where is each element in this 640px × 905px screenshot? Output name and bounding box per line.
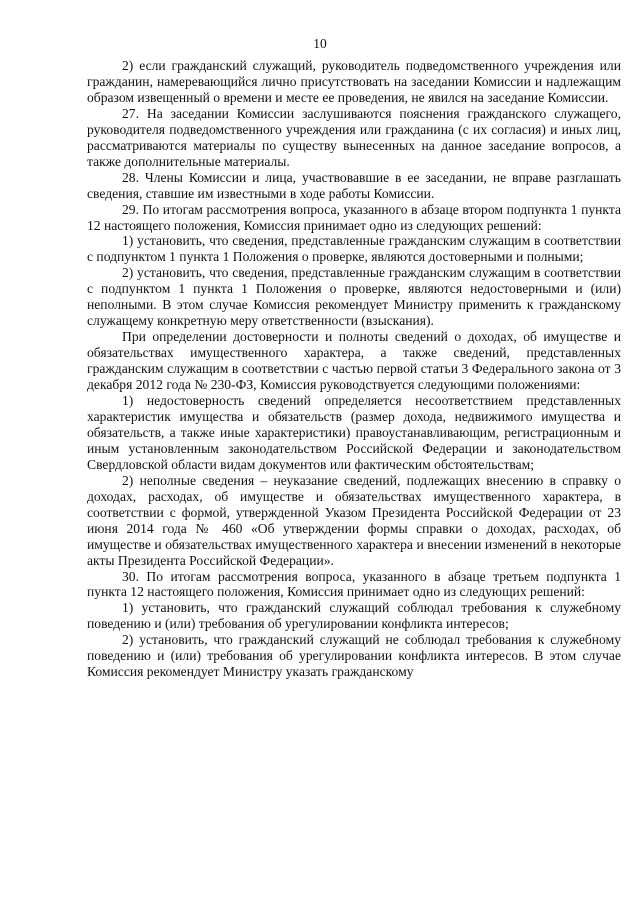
paragraph-clause-27: 27. На заседании Комиссии заслушиваются пояснения гражданского служащего, руководителя подведомственного учреждения или гражданина (с их согласия) и иных лиц, рассматриваются материалы по существу вынесенных на данное заседание вопросов, а также дополнительные материалы. [87, 105, 621, 169]
paragraph-clause-30: 30. По итогам рассмотрения вопроса, указанного в абзаце третьем подпункта 1 пункта 12 настоящего положения, Комиссия принимает одно из следующих решений: [87, 568, 621, 600]
paragraph-item-26-2: 2) если гражданский служащий, руководитель подведомственного учреждения или гражданин, намеревающийся лично присутствовать на заседании Комиссии и надлежащим образом извещенный о времени и месте ее проведения, не явился на заседание Комиссии. [87, 58, 621, 105]
paragraph-determination-intro: При определении достоверности и полноты сведений о доходах, об имуществе и обязательствах имущественного характера, а также сведений, представленных гражданским служащим в соответствии с частью первой статьи 3 Федерального закона от 3 декабря 2012 года № 230-ФЗ, Комиссия руководствуется следующими положениями: [87, 329, 621, 393]
paragraph-clause-29: 29. По итогам рассмотрения вопроса, указанного в абзаце втором подпункта 1 пункта 12 настоящего положения, Комиссия принимает одно из следующих решений: [87, 201, 621, 233]
paragraph-clause-29-item-1: 1) установить, что сведения, представленные гражданским служащим в соответствии с подпунктом 1 пункта 1 Положения о проверке, являются достоверными и полными; [87, 233, 621, 265]
paragraph-clause-30-item-1: 1) установить, что гражданский служащий соблюдал требования к служебному поведению и (или) требования об урегулировании конфликта интересов; [87, 600, 621, 632]
document-body [87, 58, 621, 680]
paragraph-clause-28: 28. Члены Комиссии и лица, участвовавшие в ее заседании, не вправе разглашать сведения, ставшие им известными в ходе работы Комиссии. [87, 169, 621, 201]
page-number: 10 [313, 36, 327, 51]
paragraph-clause-29-item-2: 2) установить, что сведения, представленные гражданским служащим в соответствии с подпунктом 1 пункта 1 Положения о проверке, являются недостоверными и (или) неполными. В этом случае Комиссия рекомендует Министру применить к гражданскому служащему конкретную меру ответственности (взыскания). [87, 265, 621, 329]
paragraph-determination-item-2: 2) неполные сведения – неуказание сведений, подлежащих внесению в справку о доходах, расходах, об имуществе и обязательствах имущественного характера, в соответствии с формой, утвержденной Указом Президента Российской Федерации от 23 июня 2014 года № 460 «Об утверждении формы справки о доходах, расходах, об имуществе и обязательствах имущественного характера и внесении изменений в некоторые акты Президента Российской Федерации». [87, 472, 621, 568]
paragraph-clause-30-item-2: 2) установить, что гражданский служащий не соблюдал требования к служебному поведению и (или) требования об урегулировании конфликта интересов. В этом случае Комиссия рекомендует Министру указать гражданскому [87, 632, 621, 680]
paragraph-determination-item-1: 1) недостоверность сведений определяется несоответствием представленных характеристик имущества и обязательств (размер дохода, недвижимого имущества и обязательств, а также иные характеристики) правоустанавливающим, регистрационным и иным установленным законодательством Российской Федерации и законодательством Свердловской области видам документов или фактическим обстоятельствам; [87, 393, 621, 472]
